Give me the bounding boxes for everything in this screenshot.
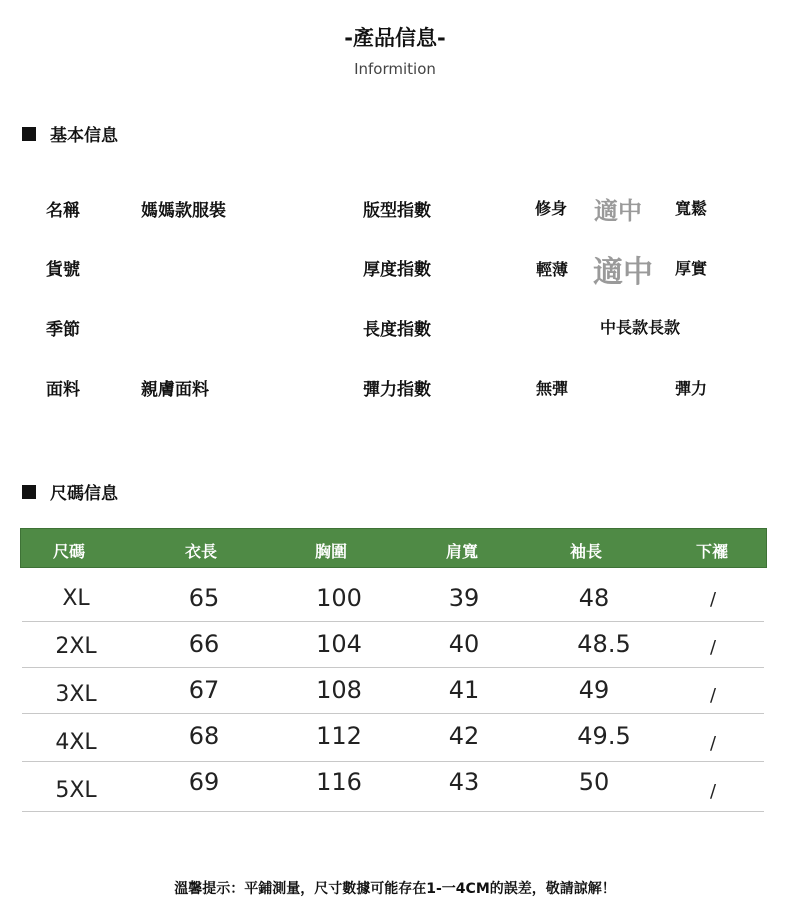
cell-bust: 112 — [316, 722, 362, 750]
label-elasticity-index: 彈力指數 — [363, 380, 431, 400]
square-bullet-icon — [22, 127, 36, 141]
row-divider — [22, 811, 764, 812]
cell-shoulder: 42 — [448, 722, 480, 750]
fit-option-regular-selected: 適中 — [594, 197, 642, 225]
cell-shoulder: 41 — [448, 676, 480, 704]
label-item-no: 貨號 — [46, 260, 80, 280]
label-season: 季節 — [46, 320, 80, 340]
row-divider — [22, 667, 764, 668]
cell-size: 2XL — [55, 634, 97, 659]
cell-length: 67 — [188, 676, 220, 704]
label-length-index: 長度指數 — [363, 320, 431, 340]
cell-hem: / — [709, 685, 717, 706]
col-header-size: 尺碼 — [52, 542, 86, 561]
length-option-mid-long: 中長款長款 — [600, 318, 681, 337]
square-bullet-icon — [22, 485, 36, 499]
cell-size: 3XL — [55, 682, 97, 707]
cell-length: 68 — [188, 722, 220, 750]
cell-shoulder: 40 — [448, 630, 480, 658]
col-header-hem: 下襬 — [695, 542, 729, 561]
section-basic-info — [22, 121, 118, 146]
cell-size: 5XL — [55, 778, 97, 803]
elasticity-option-stretch: 彈力 — [675, 379, 708, 398]
section-size-info — [22, 479, 118, 504]
cell-length: 69 — [188, 768, 220, 796]
cell-bust: 116 — [316, 768, 362, 796]
cell-length: 66 — [188, 630, 220, 658]
cell-sleeve: 49.5 — [577, 722, 631, 750]
value-name: 媽媽款服裝 — [141, 201, 226, 221]
label-name: 名稱 — [46, 201, 80, 221]
cell-sleeve: 49 — [578, 676, 610, 704]
cell-sleeve: 48 — [578, 584, 610, 612]
thickness-option-thin: 輕薄 — [536, 260, 569, 279]
cell-hem: / — [709, 637, 717, 658]
page-title: -產品信息- — [344, 26, 446, 50]
value-fabric: 親膚面料 — [141, 380, 209, 400]
cell-hem: / — [709, 589, 717, 610]
col-header-bust: 胸圍 — [314, 542, 348, 561]
cell-shoulder: 39 — [448, 584, 480, 612]
col-header-length: 衣長 — [184, 542, 218, 561]
row-divider — [22, 713, 764, 714]
fit-option-slim: 修身 — [535, 199, 568, 218]
page-subtitle: Informition — [354, 60, 436, 78]
row-divider — [22, 621, 764, 622]
label-thickness-index: 厚度指數 — [363, 260, 431, 280]
label-fit-index: 版型指數 — [363, 201, 431, 221]
cell-shoulder: 43 — [448, 768, 480, 796]
cell-size: XL — [62, 586, 90, 611]
section-size-heading: 尺碼信息 — [50, 484, 118, 504]
cell-length: 65 — [188, 584, 220, 612]
cell-bust: 100 — [316, 584, 362, 612]
cell-size: 4XL — [55, 730, 97, 755]
size-table-header — [20, 528, 767, 568]
cell-sleeve: 48.5 — [577, 630, 631, 658]
cell-bust: 104 — [316, 630, 362, 658]
section-basic-heading: 基本信息 — [50, 126, 118, 146]
row-divider — [22, 761, 764, 762]
col-header-sleeve: 袖長 — [569, 542, 603, 561]
cell-bust: 108 — [316, 676, 362, 704]
thickness-option-medium-selected: 適中 — [593, 255, 653, 290]
cell-hem: / — [709, 781, 717, 802]
fit-option-loose: 寬鬆 — [675, 199, 708, 218]
footer-note: 溫馨提示：平鋪測量，尺寸數據可能存在1-一4CM的誤差，敬請諒解！ — [174, 881, 616, 897]
col-header-shoulder: 肩寬 — [445, 542, 479, 561]
thickness-option-thick: 厚實 — [675, 259, 708, 278]
cell-hem: / — [709, 733, 717, 754]
elasticity-option-none: 無彈 — [536, 379, 569, 398]
label-fabric: 面料 — [46, 380, 80, 400]
cell-sleeve: 50 — [578, 768, 610, 796]
